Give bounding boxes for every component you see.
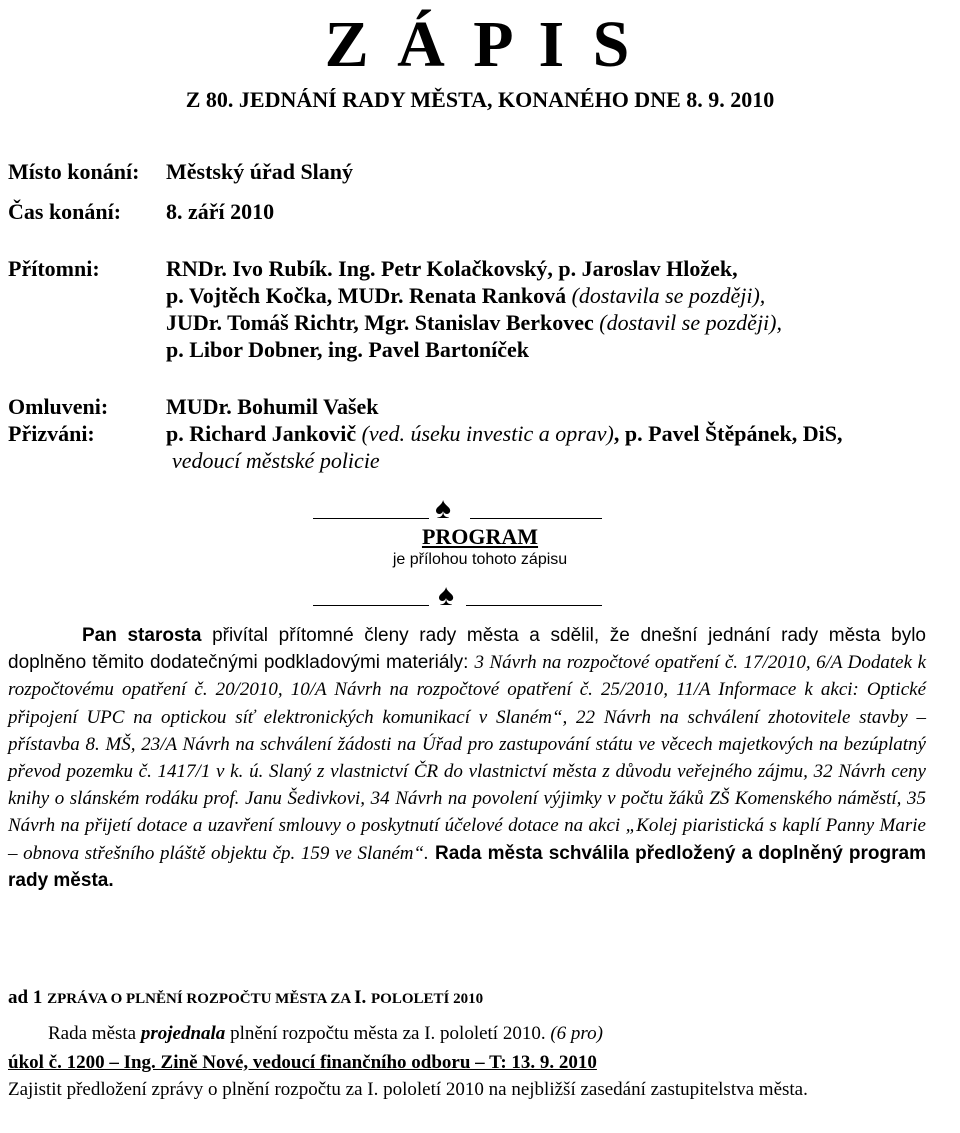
present-line: p. Libor Dobner, ing. Pavel Bartoníček <box>166 337 530 362</box>
present-line: RNDr. Ivo Rubík. Ing. Petr Kolačkovský, p. Jaroslav Hložek, <box>166 256 738 281</box>
document-title: Z Á P I S <box>324 8 636 81</box>
program-note: je přílohou tohoto zápisu <box>392 551 568 568</box>
excused-label: Omluveni: <box>8 394 109 419</box>
time-value: 8. září 2010 <box>166 199 275 224</box>
invited-value: p. Richard Jankovič (ved. úseku investic a oprav), p. Pavel Štěpánek, DiS, <box>166 421 843 446</box>
present-line: JUDr. Tomáš Richtr, Mgr. Stanislav Berkovec (dostavil se později), <box>166 310 782 335</box>
agenda-heading: ad 1 ZPRÁVA O PLNĚNÍ ROZPOČTU MĚSTA ZA I. POLOLETÍ 2010 <box>8 987 484 1008</box>
document-subtitle: Z 80. JEDNÁNÍ RADY MĚSTA, KONANÉHO DNE 8. 9. 2010 <box>185 87 775 112</box>
divider-line <box>466 605 602 606</box>
present-line: p. Vojtěch Kočka, MUDr. Renata Ranková (dostavila se později), <box>166 283 766 308</box>
time-label: Čas konání: <box>8 199 122 224</box>
divider-line <box>313 605 429 606</box>
invited-value-cont: vedoucí městské policie <box>172 448 380 473</box>
intro-paragraph: Pan starosta přivítal přítomné členy rady města a sdělil, že dnešní jednání rady města bylo doplněno těmito dodatečnými podkladovými materiály: 3 Návrh na rozpočtové opatření č. 17/2010, 6/A Dodatek k rozpočtovému opatření č. 20/2010, 10/A Návrh na rozpočtové opatření č. 25/2010, 11/A Informace k akci: Optické připojení UPC na optickou síť elektronických komunikací v Slaném“, 22 Návrh na schválení zhotovitele stavby – přístavba 8. MŠ, 23/A Návrh na schválení žádosti na Úřad pro zastupování státu ve věcech majetkových na bezúplatný převod pozemku č. 1417/1 v k. ú. Slaný z vlastnictví ČR do vlastnictví města z důvodu veřejného zájmu, 32 Návrh ceny knihy o slánském rodáku prof. Janu Šedivkovi, 34 Návrh na povolení výjimky v počtu žáků ZŠ Komenského náměstí, 35 Návrh na přijetí dotace a uzavření smlouvy o poskytnutí účelové dotace na akci „Kolej piaristická s kaplí Panny Marie – obnova střešního pláště objektu čp. 159 ve Slaném“. Rada města schválila předložený a doplněný program rady města. <box>8 625 927 891</box>
spade-icon: ♠ <box>435 492 451 525</box>
invited-label: Přizváni: <box>8 421 95 446</box>
divider-line <box>470 518 602 519</box>
place-value: Městský úřad Slaný <box>166 159 354 184</box>
task-line: úkol č. 1200 – Ing. Zině Nové, vedoucí finančního odboru – T: 13. 9. 2010 <box>8 1052 597 1073</box>
agenda-resolution: Rada města projednala plnění rozpočtu města za I. pololetí 2010. (6 pro) <box>48 1023 603 1044</box>
present-label: Přítomni: <box>8 256 100 281</box>
task-text: Zajistit předložení zprávy o plnění rozpočtu za I. pololetí 2010 na nejbližší zasedání zastupitelstva města. <box>8 1079 808 1100</box>
place-label: Místo konání: <box>8 159 140 184</box>
divider-line <box>313 518 429 519</box>
excused-value: MUDr. Bohumil Vašek <box>166 394 379 419</box>
spade-icon: ♠ <box>438 579 454 612</box>
program-heading: PROGRAM <box>421 524 539 549</box>
